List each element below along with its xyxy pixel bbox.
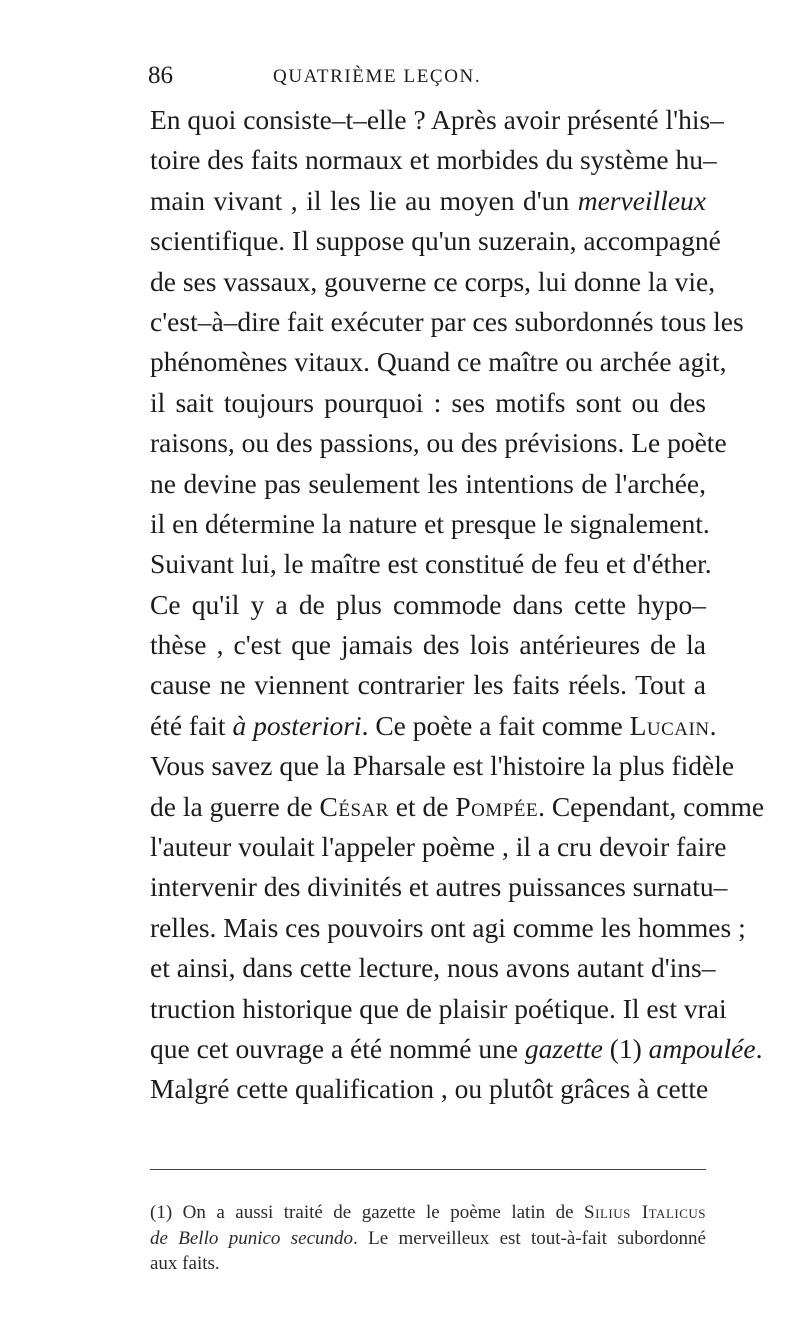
text-line: relles. Mais ces pouvoirs ont agi comme les hommes ; [150,911,746,943]
italic-term: gazette [524,1032,603,1064]
text-run: (1) On a aussi traité de gazette le poème latin de [150,1202,585,1223]
text-run: (1) [602,1032,649,1064]
text-line: intervenir des divinités et autres puissances surnatu– [150,871,728,903]
text-line [150,787,765,827]
text-run: main vivant , il les lie au moyen d'un [150,184,578,216]
text-line: ne devine pas seulement les intentions de l'archée, [150,467,706,499]
small-caps-name: Pompée [455,790,539,822]
text-line: Ce qu'il y a de plus commode dans cette hypo– [150,588,706,620]
italic-term: à posteriori [232,709,362,741]
running-title: QUATRIÈME LEÇON. [273,66,482,87]
text-line: et ainsi, dans cette lecture, nous avons autant d'ins– [150,952,716,984]
text-run: . Ce poète a fait comme [361,709,630,741]
text-line [150,181,706,221]
footnote-line [150,1226,706,1252]
text-run: été fait [150,709,233,741]
small-caps-name: Silius Italicus [584,1202,706,1223]
text-line: Malgré cette qualification , ou plutôt grâces à cette [150,1073,709,1105]
text-line: truction historique que de plaisir poétique. Il est vrai [150,992,727,1024]
text-run: . [709,709,717,741]
text-line: raisons, ou des passions, ou des prévisions. Le poète [150,427,727,459]
text-line: En quoi consiste–t–elle ? Après avoir présenté l'his– [150,104,724,135]
text-run: . [755,1032,763,1064]
text-line: c'est–à–dire fait exécuter par ces subordonnés tous les [150,305,744,337]
text-run: et de [388,790,456,822]
text-run: . Cependant, comme [538,790,765,822]
text-line: thèse , c'est que jamais des lois antérieures de la [150,629,706,661]
footnote-line: aux faits. [150,1253,220,1274]
text-run: de la guerre de [150,790,320,822]
text-line: il sait toujours pourquoi : ses motifs sont ou des [150,386,706,418]
text-line: Vous savez que la Pharsale est l'histoire la plus fidèle [150,750,735,782]
footnote-line [150,1200,706,1226]
body-text [150,100,765,1110]
small-caps-name: César [319,790,389,822]
text-line: l'auteur voulait l'appeler poème , il a cru devoir faire [150,831,727,863]
small-caps-name: Lucain [629,709,710,741]
text-line: scientifique. Il suppose qu'un suzerain, accompagné [150,225,721,257]
text-line: il en détermine la nature et presque le signalement. [150,507,710,539]
text-line [150,706,717,746]
text-run: que cet ouvrage a été nommé une [150,1032,525,1064]
page-number: 86 [148,62,173,89]
text-line [150,1029,763,1069]
footnote [150,1200,706,1277]
footnote-rule [150,1169,706,1170]
running-head [148,62,708,92]
text-line: cause ne viennent contrarier les faits réels. Tout a [150,669,706,701]
italic-term: de Bello punico secundo [150,1227,354,1249]
italic-term: merveilleux [577,184,706,216]
text-run: . Le merveilleux est tout-à-fait subordonné [353,1227,706,1249]
text-line: Suivant lui, le maître est constitué de feu et d'éther. [150,548,712,580]
italic-term: ampoulée [648,1032,756,1064]
text-line: toire des faits normaux et morbides du système hu– [150,144,717,176]
text-line: de ses vassaux, gouverne ce corps, lui donne la vie, [150,265,716,297]
text-line: phénomènes vitaux. Quand ce maître ou archée agit, [150,346,727,378]
